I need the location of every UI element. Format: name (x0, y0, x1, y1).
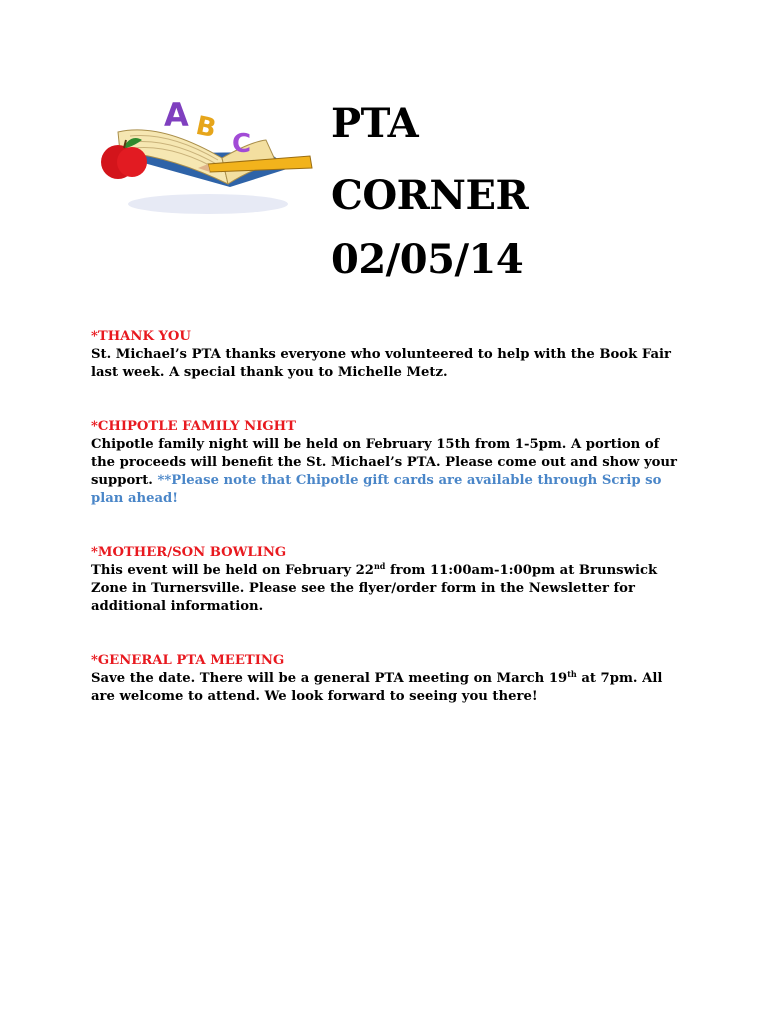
letter-c: C (232, 129, 252, 159)
ordinal-suffix: nd (373, 561, 386, 571)
section-general-meeting (91, 652, 681, 706)
abc-book-clipart (90, 92, 322, 222)
section-body (91, 670, 681, 706)
letter-b: B (193, 110, 219, 145)
section-chipotle (91, 418, 681, 508)
section-body (91, 436, 681, 508)
letter-a: A (164, 96, 189, 134)
gift-card-note: **Please note that Chipotle gift cards are available through Scrip so plan ahead! (91, 473, 662, 506)
section-bowling (91, 544, 681, 616)
section-heading: *MOTHER/SON BOWLING (91, 545, 287, 560)
section-heading: *CHIPOTLE FAMILY NIGHT (91, 419, 296, 434)
title-corner: CORNER (331, 172, 529, 219)
section-body-part: from 11:00am-1:00pm at Brunswick Zone in Turnersville. Please see the flyer/order form in the Newsletter for additional information. (91, 563, 658, 614)
section-body (91, 562, 681, 616)
ordinal-suffix: th (567, 669, 577, 679)
newsletter-content (91, 328, 681, 742)
section-body-text: Chipotle family night will be held on February 15th from 1-5pm. A portion of the proceeds will benefit the St. Michael’s PTA. Please come out and show your support. (91, 437, 677, 488)
section-heading: *THANK YOU (91, 329, 191, 344)
book-shadow (128, 194, 288, 214)
section-body: St. Michael’s PTA thanks everyone who volunteered to help with the Book Fair last week. A special thank you to Michelle Metz. (91, 347, 671, 380)
title-pta: PTA (331, 100, 419, 147)
section-body-part: Save the date. There will be a general PTA meeting on March 19 (91, 671, 568, 686)
title-date: 02/05/14 (331, 236, 524, 283)
section-thank-you (91, 328, 681, 382)
section-body-part: This event will be held on February 22 (91, 563, 374, 578)
section-body-part: at 7pm. All are welcome to attend. We look forward to seeing you there! (91, 671, 663, 704)
section-heading: *GENERAL PTA MEETING (91, 653, 285, 668)
